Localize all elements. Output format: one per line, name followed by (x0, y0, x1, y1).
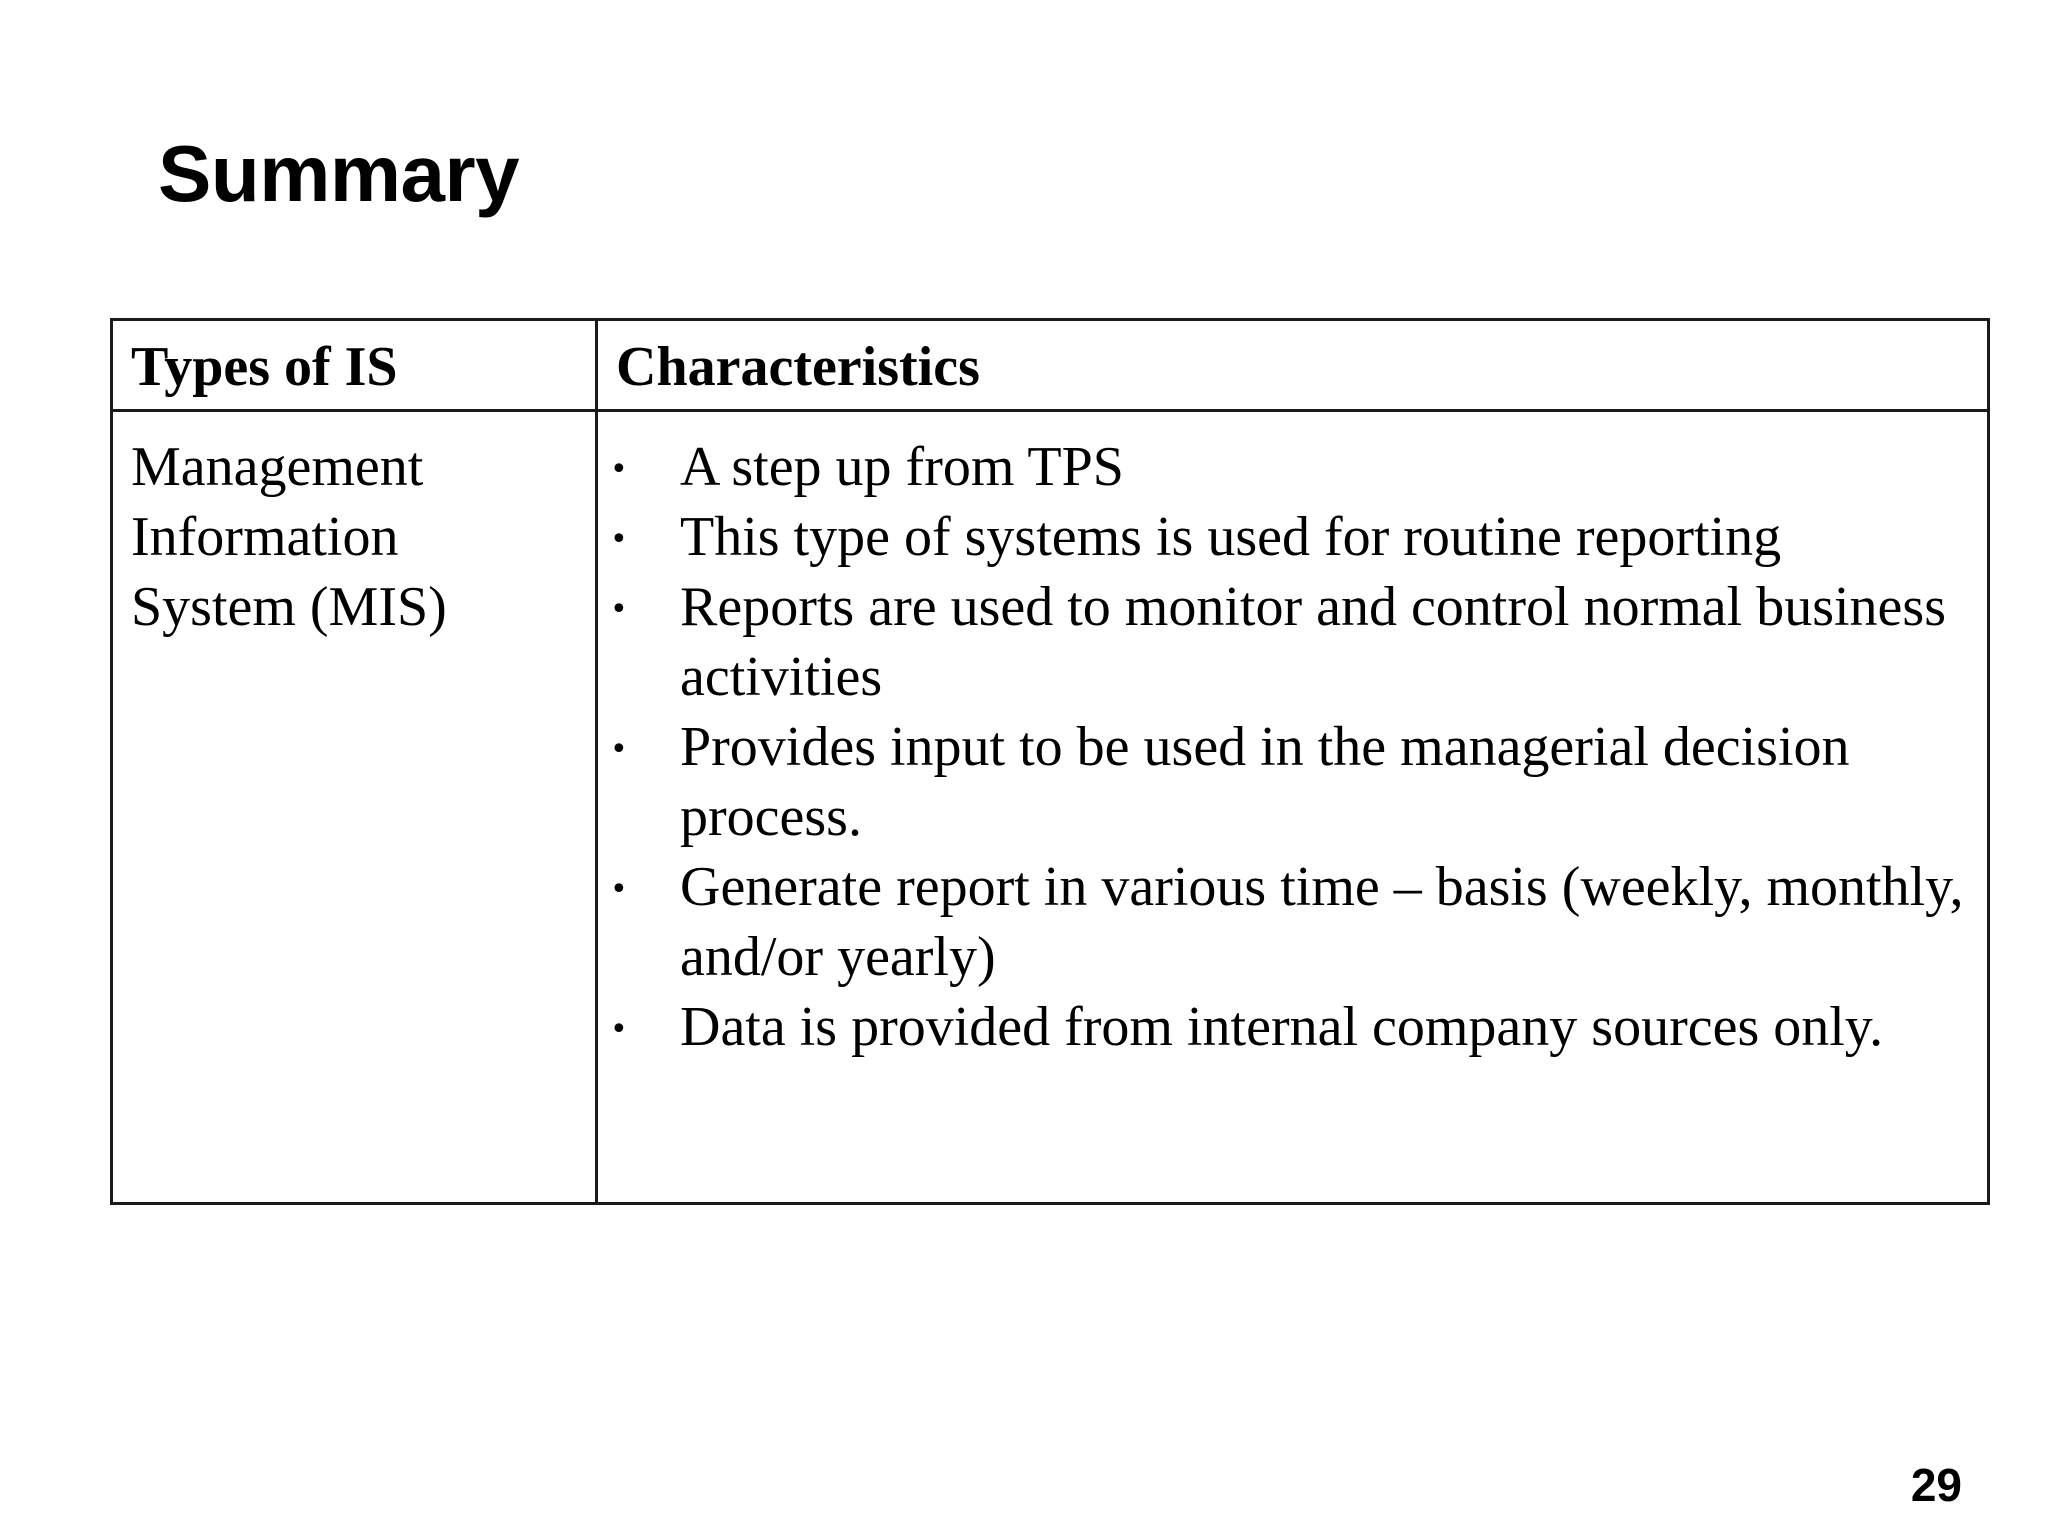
bullet-icon: • (610, 522, 628, 557)
characteristic-text: A step up from TPS (680, 436, 1124, 498)
header-characteristics: Characteristics (597, 320, 1989, 411)
type-cell (112, 411, 597, 1204)
characteristic-item (610, 432, 1967, 502)
characteristic-item (610, 992, 1967, 1062)
type-name-line: Information (131, 506, 399, 568)
bullet-icon: • (610, 872, 628, 907)
characteristic-item (610, 572, 1967, 712)
summary-table (110, 318, 1990, 1205)
bullet-icon: • (610, 732, 628, 767)
table-header-row (112, 320, 1989, 411)
characteristic-item (610, 712, 1967, 852)
slide-title: Summary (158, 129, 520, 218)
header-types-of-is: Types of IS (112, 320, 597, 411)
characteristic-item (610, 502, 1967, 572)
type-name-line: System (MIS) (131, 576, 447, 638)
table-row (112, 411, 1989, 1204)
characteristic-text: Reports are used to monitor and control normal business activities (680, 576, 1946, 708)
characteristic-item (610, 852, 1967, 992)
bullet-icon: • (610, 592, 628, 627)
page-number: 29 (1910, 1459, 1962, 1511)
characteristic-text: Generate report in various time – basis (weekly, monthly, and/or yearly) (680, 856, 1964, 988)
type-name-line: Management (131, 436, 424, 498)
bullet-icon: • (610, 452, 628, 487)
bullet-icon: • (610, 1012, 628, 1047)
characteristic-text: Provides input to be used in the managerial decision process. (680, 716, 1850, 848)
characteristics-cell (597, 411, 1989, 1204)
characteristic-text: Data is provided from internal company sources only. (680, 996, 1884, 1058)
characteristics-list (610, 432, 1967, 1062)
characteristic-text: This type of systems is used for routine reporting (680, 506, 1782, 568)
